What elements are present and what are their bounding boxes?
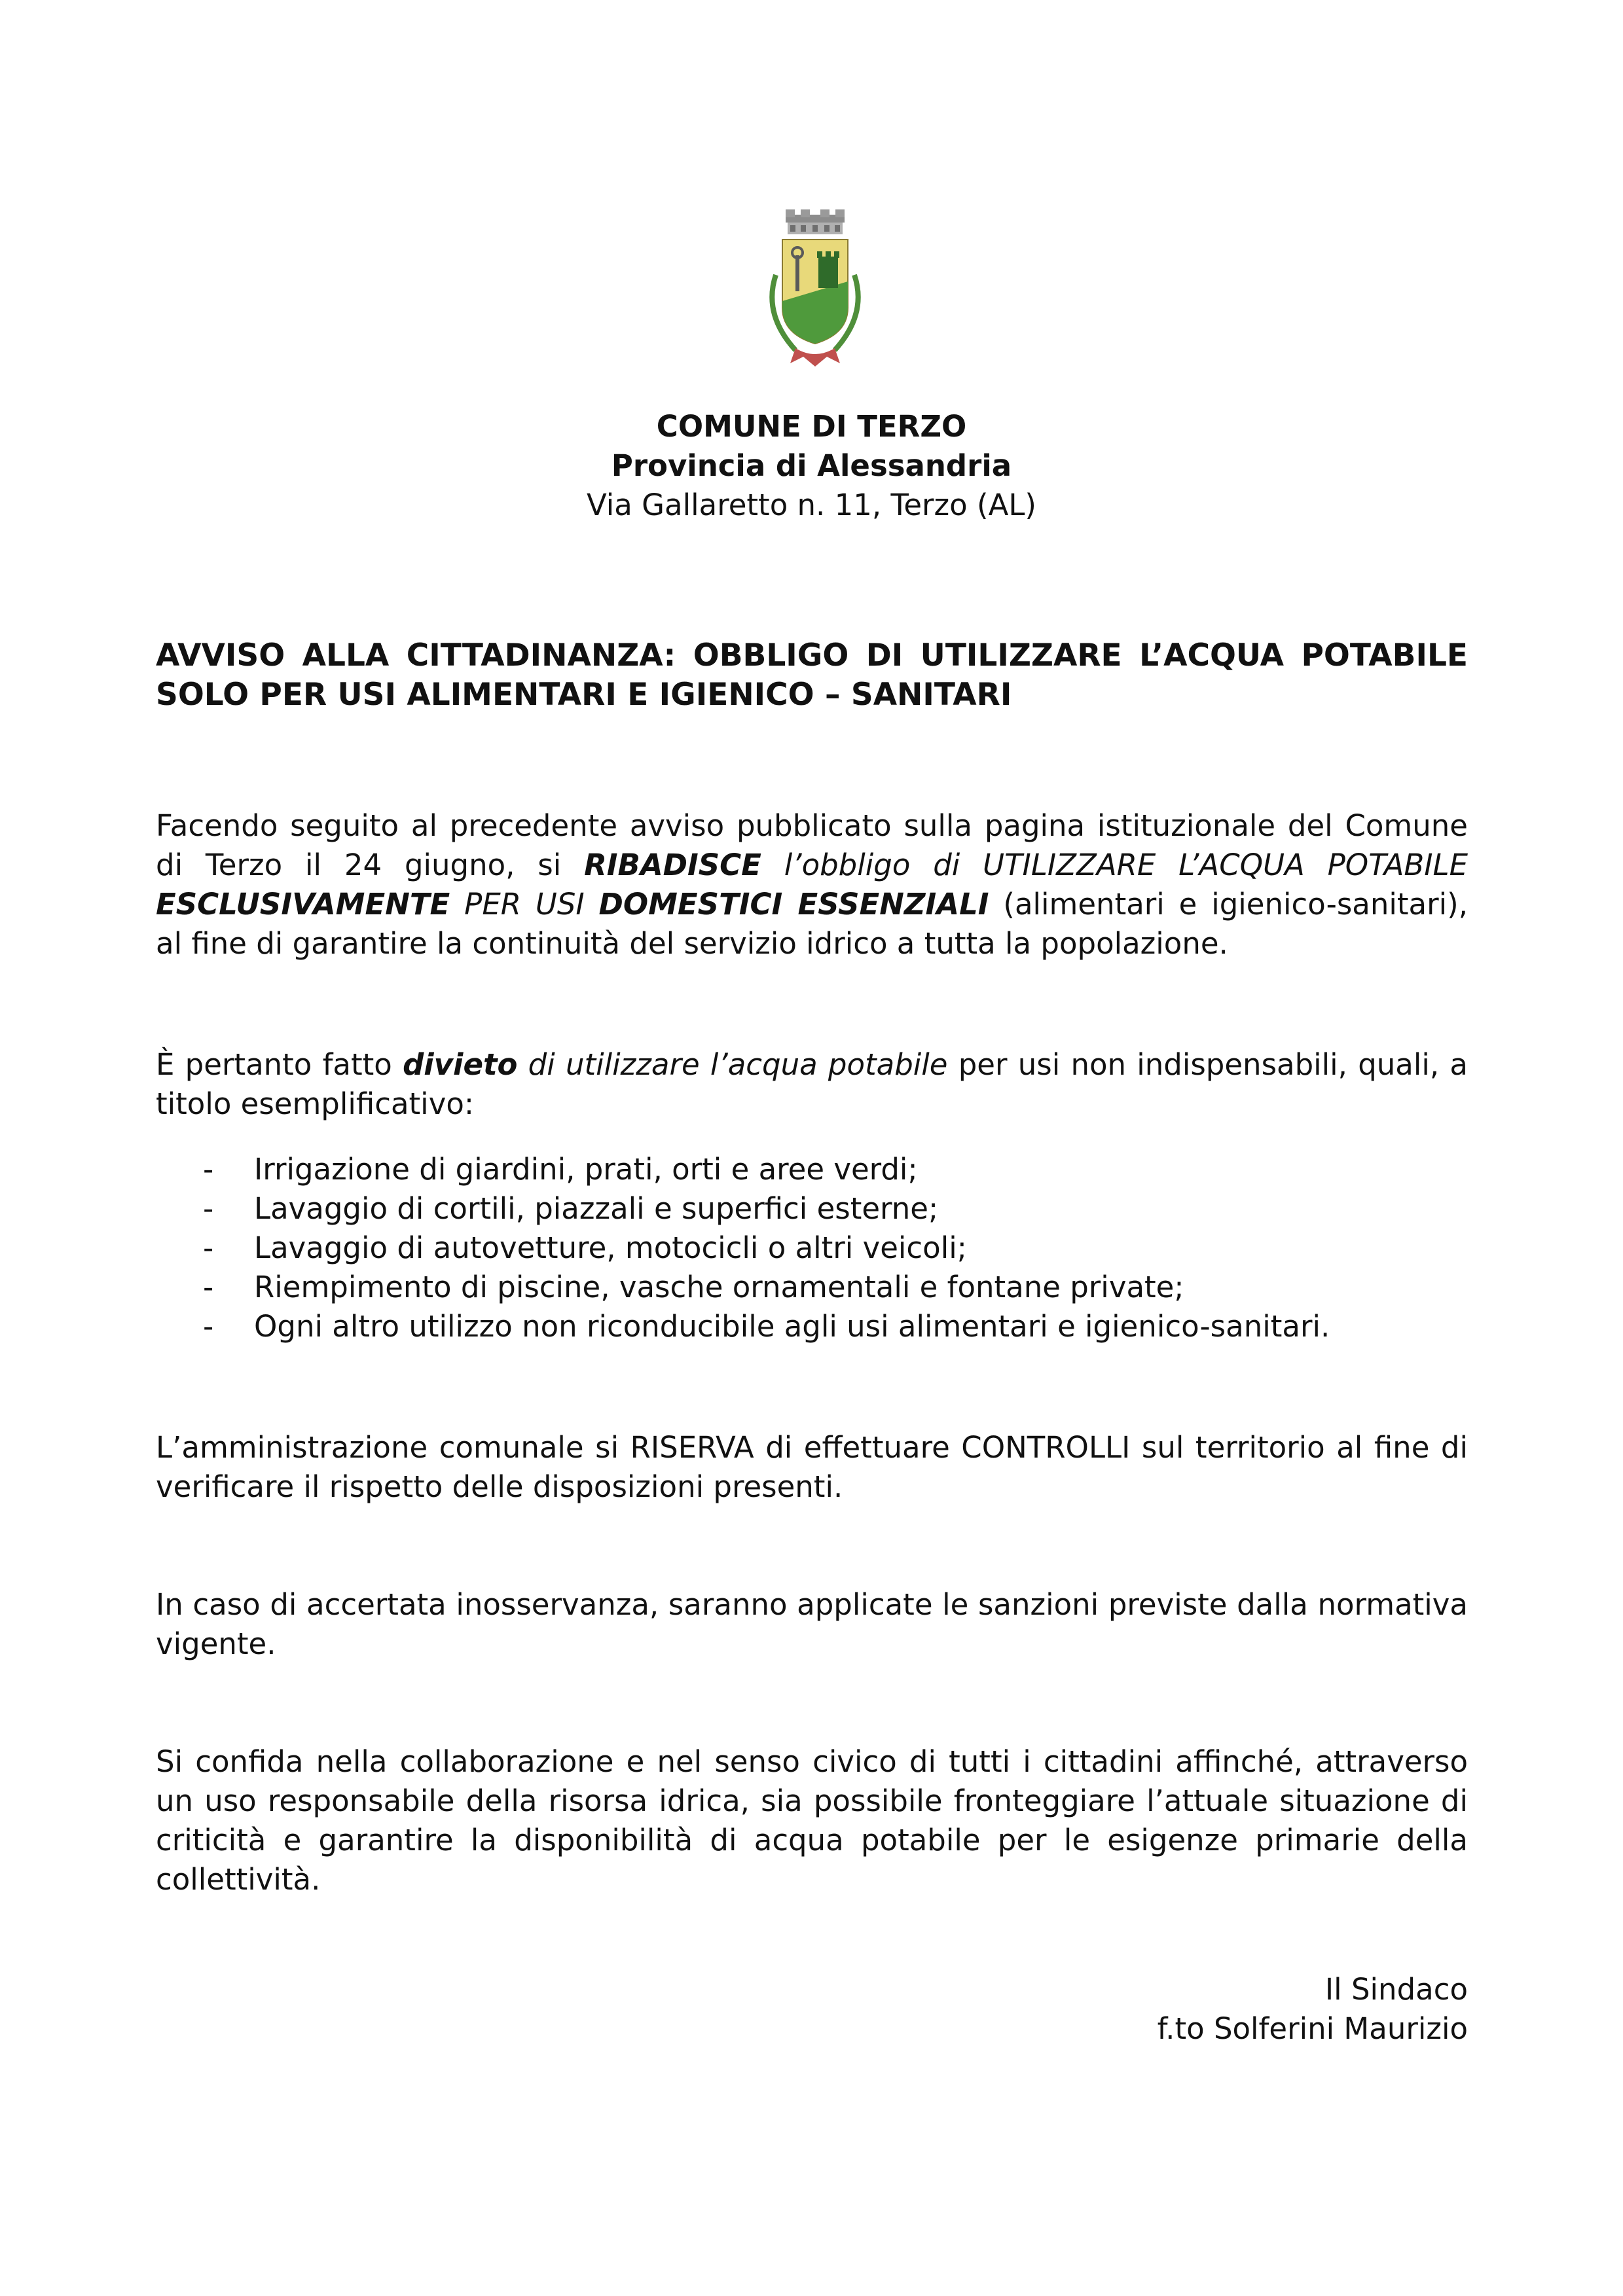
text-run: È pertanto fatto bbox=[156, 1047, 403, 1082]
list-dash: - bbox=[203, 1191, 214, 1226]
list-dash: - bbox=[203, 1309, 214, 1344]
text-run-italic: di utilizzare l’acqua potabile bbox=[517, 1047, 948, 1082]
list-item-text: Irrigazione di giardini, prati, orti e aree verdi; bbox=[254, 1152, 918, 1187]
list-item bbox=[156, 1150, 1468, 1189]
list-dash: - bbox=[203, 1270, 214, 1304]
list-dash: - bbox=[203, 1230, 214, 1265]
list-item-text: Riempimento di piscine, vasche ornamentali e fontane private; bbox=[254, 1270, 1184, 1304]
prohibited-uses-list bbox=[156, 1150, 1468, 1346]
text-run-bold-italic: divieto bbox=[403, 1047, 518, 1082]
text-run: (alimentari e igienico-sanitari), al fine di garantire la continuità del servizio idrico a tutta la popolazione. bbox=[156, 887, 1468, 961]
text-run-bold-italic: RIBADISCE bbox=[584, 848, 761, 882]
list-item bbox=[156, 1307, 1468, 1346]
list-item-text: Lavaggio di cortili, piazzali e superfici esterne; bbox=[254, 1191, 939, 1226]
text-run: Facendo seguito al precedente avviso pubblicato sulla pagina istituzionale del Comune di Terzo il 24 giugno, si bbox=[156, 808, 1468, 882]
coat-of-arms-icon bbox=[756, 209, 874, 373]
comune-name: COMUNE DI TERZO bbox=[656, 409, 967, 444]
signature-role: Il Sindaco bbox=[1324, 1972, 1468, 2007]
list-item-text: Lavaggio di autovetture, motocicli o altri veicoli; bbox=[254, 1230, 967, 1265]
paragraph-closing: Si confida nella collaborazione e nel senso civico di tutti i cittadini affinché, attraverso un uso responsabile della risorsa idrica, sia possibile fronteggiare l’attuale situazione di criticità e garantire la disponibilità di acqua potabile per le esigenze primarie della collettività. bbox=[156, 1744, 1468, 1897]
document-header bbox=[0, 407, 1623, 525]
text-run: per usi non indispensabili, quali, a titolo esemplificativo: bbox=[156, 1047, 1468, 1121]
provincia-name: Provincia di Alessandria bbox=[611, 448, 1012, 483]
notice-title: AVVISO ALLA CITTADINANZA: OBBLIGO DI UTILIZZARE L’ACQUA POTABILE SOLO PER USI ALIMENTARI E IGIENICO – SANITARI bbox=[156, 637, 1468, 713]
signature-name: f.to Solferini Maurizio bbox=[1157, 2011, 1468, 2046]
address: Via Gallaretto n. 11, Terzo (AL) bbox=[587, 488, 1036, 522]
text-run-italic: l’obbligo di UTILIZZARE L’ACQUA POTABILE bbox=[761, 848, 1468, 882]
paragraph-sanctions: In caso di accertata inosservanza, saranno applicate le sanzioni previste dalla normativa vigente. bbox=[156, 1587, 1468, 1661]
signature-block bbox=[1158, 1970, 1468, 2049]
paragraph-controls: L’amministrazione comunale si RISERVA di effettuare CONTROLLI sul territorio al fine di verificare il rispetto delle disposizioni presenti. bbox=[156, 1430, 1468, 1504]
paragraph-intro bbox=[156, 806, 1468, 963]
list-dash: - bbox=[203, 1152, 214, 1187]
list-item-text: Ogni altro utilizzo non riconducibile agli usi alimentari e igienico-sanitari. bbox=[254, 1309, 1330, 1344]
list-item bbox=[156, 1229, 1468, 1268]
text-run-italic: PER USI bbox=[450, 887, 599, 922]
list-item bbox=[156, 1268, 1468, 1307]
text-run-bold-italic: ESCLUSIVAMENTE bbox=[156, 887, 450, 922]
list-item bbox=[156, 1189, 1468, 1229]
text-run-bold-italic: DOMESTICI ESSENZIALI bbox=[598, 887, 989, 922]
paragraph-prohibition bbox=[156, 1045, 1468, 1124]
